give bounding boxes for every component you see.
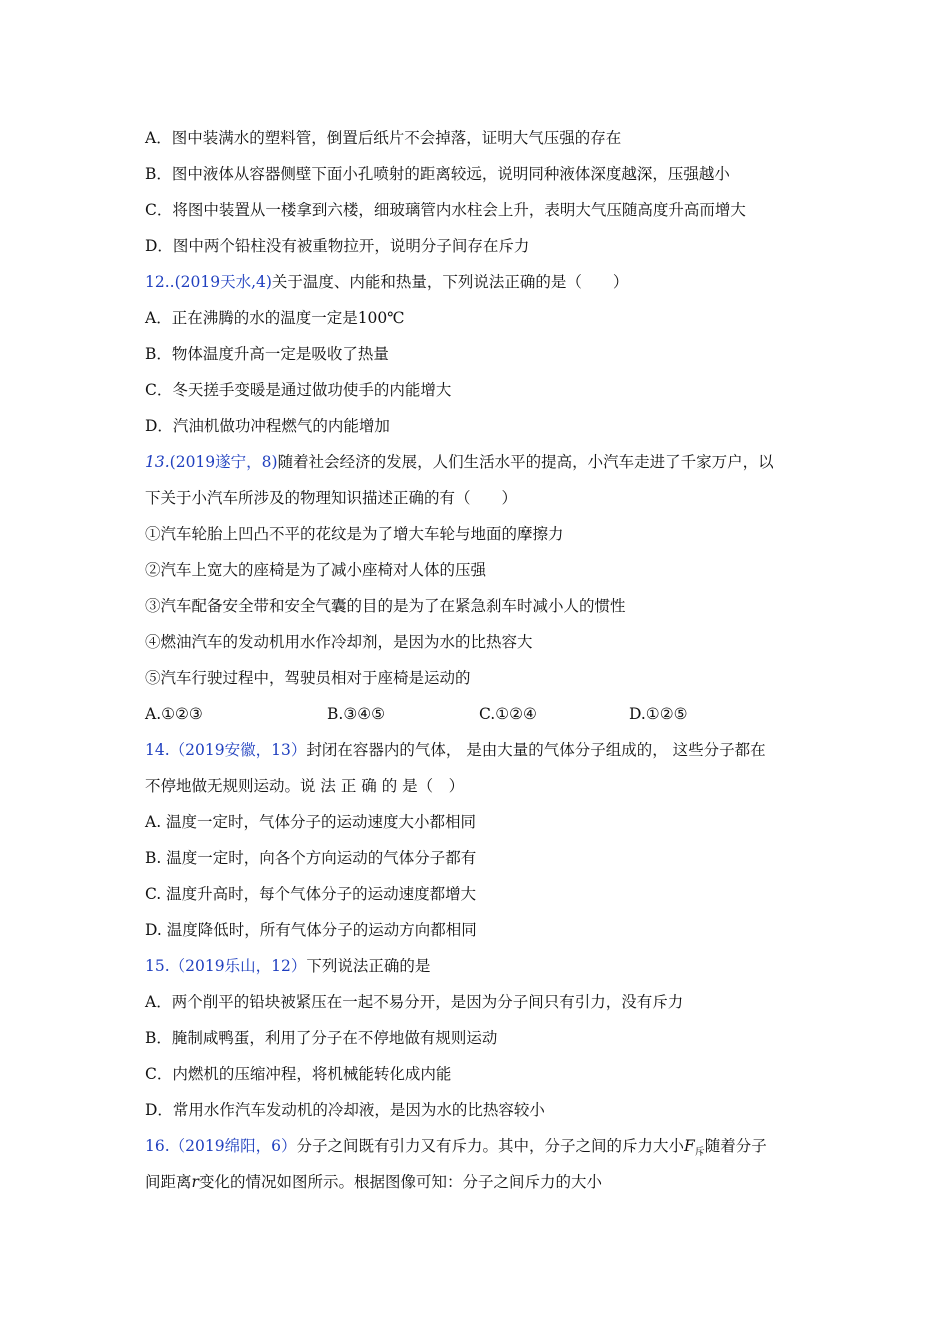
q12-stem-text: 关于温度、内能和热量，下列说法正确的是（ ） <box>271 273 629 291</box>
q13-option-b: B.③④⑤ <box>327 705 386 723</box>
q15-option-b: B．腌制咸鸭蛋，利用了分子在不停地做有规则运动 <box>145 1029 498 1047</box>
q16-stem-line2 <box>145 1164 825 1200</box>
q15-source: 15.（2019乐山，12） <box>145 957 307 975</box>
q11-option-d: D．图中两个铅柱没有被重物拉开，说明分子间存在斥力 <box>145 237 530 255</box>
q11-option-b: B．图中液体从容器侧壁下面小孔喷射的距离较远，说明同种液体深度越深，压强越小 <box>145 165 730 183</box>
q13-options <box>145 696 825 732</box>
q12-stem <box>145 264 825 300</box>
q13-option-a: A.①②③ <box>145 705 203 723</box>
q16-line2-a: 间距离 <box>145 1173 192 1191</box>
q14-stem-text: 封闭在容器内的气体， 是由大量的气体分子组成的， 这些分子都在 <box>306 741 766 759</box>
q16-stem-line1 <box>145 1128 825 1164</box>
q14-source: 14.（2019安徽，13） <box>145 741 307 759</box>
q13-stem-line1 <box>145 444 825 480</box>
q14-stem-line1 <box>145 732 825 768</box>
q14-option-d: D. 温度降低时，所有气体分子的运动方向都相同 <box>145 921 477 939</box>
q16-var-f-sub: 斥 <box>694 1147 705 1159</box>
q13-statement-4: ④燃油汽车的发动机用水作冷却剂，是因为水的比热容大 <box>145 633 533 651</box>
q14-option-c: C. 温度升高时，每个气体分子的运动速度都增大 <box>145 885 477 903</box>
q12-option-c: C．冬天搓手变暖是通过做功使手的内能增大 <box>145 381 452 399</box>
q16-source: 16.（2019绵阳，6） <box>145 1137 297 1155</box>
q13-statement-2: ②汽车上宽大的座椅是为了减小座椅对人体的压强 <box>145 561 487 579</box>
q15-stem-text: 下列说法正确的是 <box>306 957 431 975</box>
q16-stem-b: 随着分子 <box>704 1137 767 1155</box>
q12-option-a: A．正在沸腾的水的温度一定是100℃ <box>145 309 405 327</box>
q11-option-c: C．将图中装置从一楼拿到六楼，细玻璃管内水柱会上升，表明大气压随高度升高而增大 <box>145 201 746 219</box>
q13-statement-5: ⑤汽车行驶过程中，驾驶员相对于座椅是运动的 <box>145 669 471 687</box>
q14-option-a: A. 温度一定时，气体分子的运动速度大小都相同 <box>145 813 477 831</box>
q14-stem-line2: 不停地做无规则运动。说 法 正 确 的 是（ ） <box>145 777 465 795</box>
q13-statement-3: ③汽车配备安全带和安全气囊的目的是为了在紧急刹车时减小人的惯性 <box>145 597 626 615</box>
q13-option-d: D.①②⑤ <box>629 705 688 723</box>
q12-source: 12..(2019天水,4) <box>145 273 272 291</box>
q13-stem-text: 随着社会经济的发展，人们生活水平的提高，小汽车走进了千家万户，以 <box>277 453 774 471</box>
q12-option-d: D．汽油机做功冲程燃气的内能增加 <box>145 417 390 435</box>
q14-option-b: B. 温度一定时，向各个方向运动的气体分子都有 <box>145 849 477 867</box>
document-page <box>145 120 825 1200</box>
q13-source: (2019遂宁，8) <box>169 453 278 471</box>
q15-option-c: C．内燃机的压缩冲程，将机械能转化成内能 <box>145 1065 452 1083</box>
q16-var-f: F <box>683 1137 695 1155</box>
q16-stem-a: 分子之间既有引力又有斥力。其中，分子之间的斥力大小 <box>296 1137 684 1155</box>
q11-option-a: A．图中装满水的塑料管，倒置后纸片不会掉落，证明大气压强的存在 <box>145 129 622 147</box>
q16-var-r: r <box>191 1173 199 1191</box>
q15-option-a: A．两个削平的铅块被紧压在一起不易分开，是因为分子间只有引力，没有斥力 <box>145 993 684 1011</box>
q15-stem <box>145 948 825 984</box>
q13-statement-1: ①汽车轮胎上凹凸不平的花纹是为了增大车轮与地面的摩擦力 <box>145 525 564 543</box>
q16-line2-b: 变化的情况如图所示。根据图像可知：分子之间斥力的大小 <box>198 1173 602 1191</box>
q15-option-d: D．常用水作汽车发动机的冷却液，是因为水的比热容较小 <box>145 1101 545 1119</box>
q13-number: 13. <box>145 453 170 471</box>
q12-option-b: B．物体温度升高一定是吸收了热量 <box>145 345 389 363</box>
q13-stem-line2: 下关于小汽车所涉及的物理知识描述正确的有（ ） <box>145 489 518 507</box>
q13-option-c: C.①②④ <box>479 705 537 723</box>
